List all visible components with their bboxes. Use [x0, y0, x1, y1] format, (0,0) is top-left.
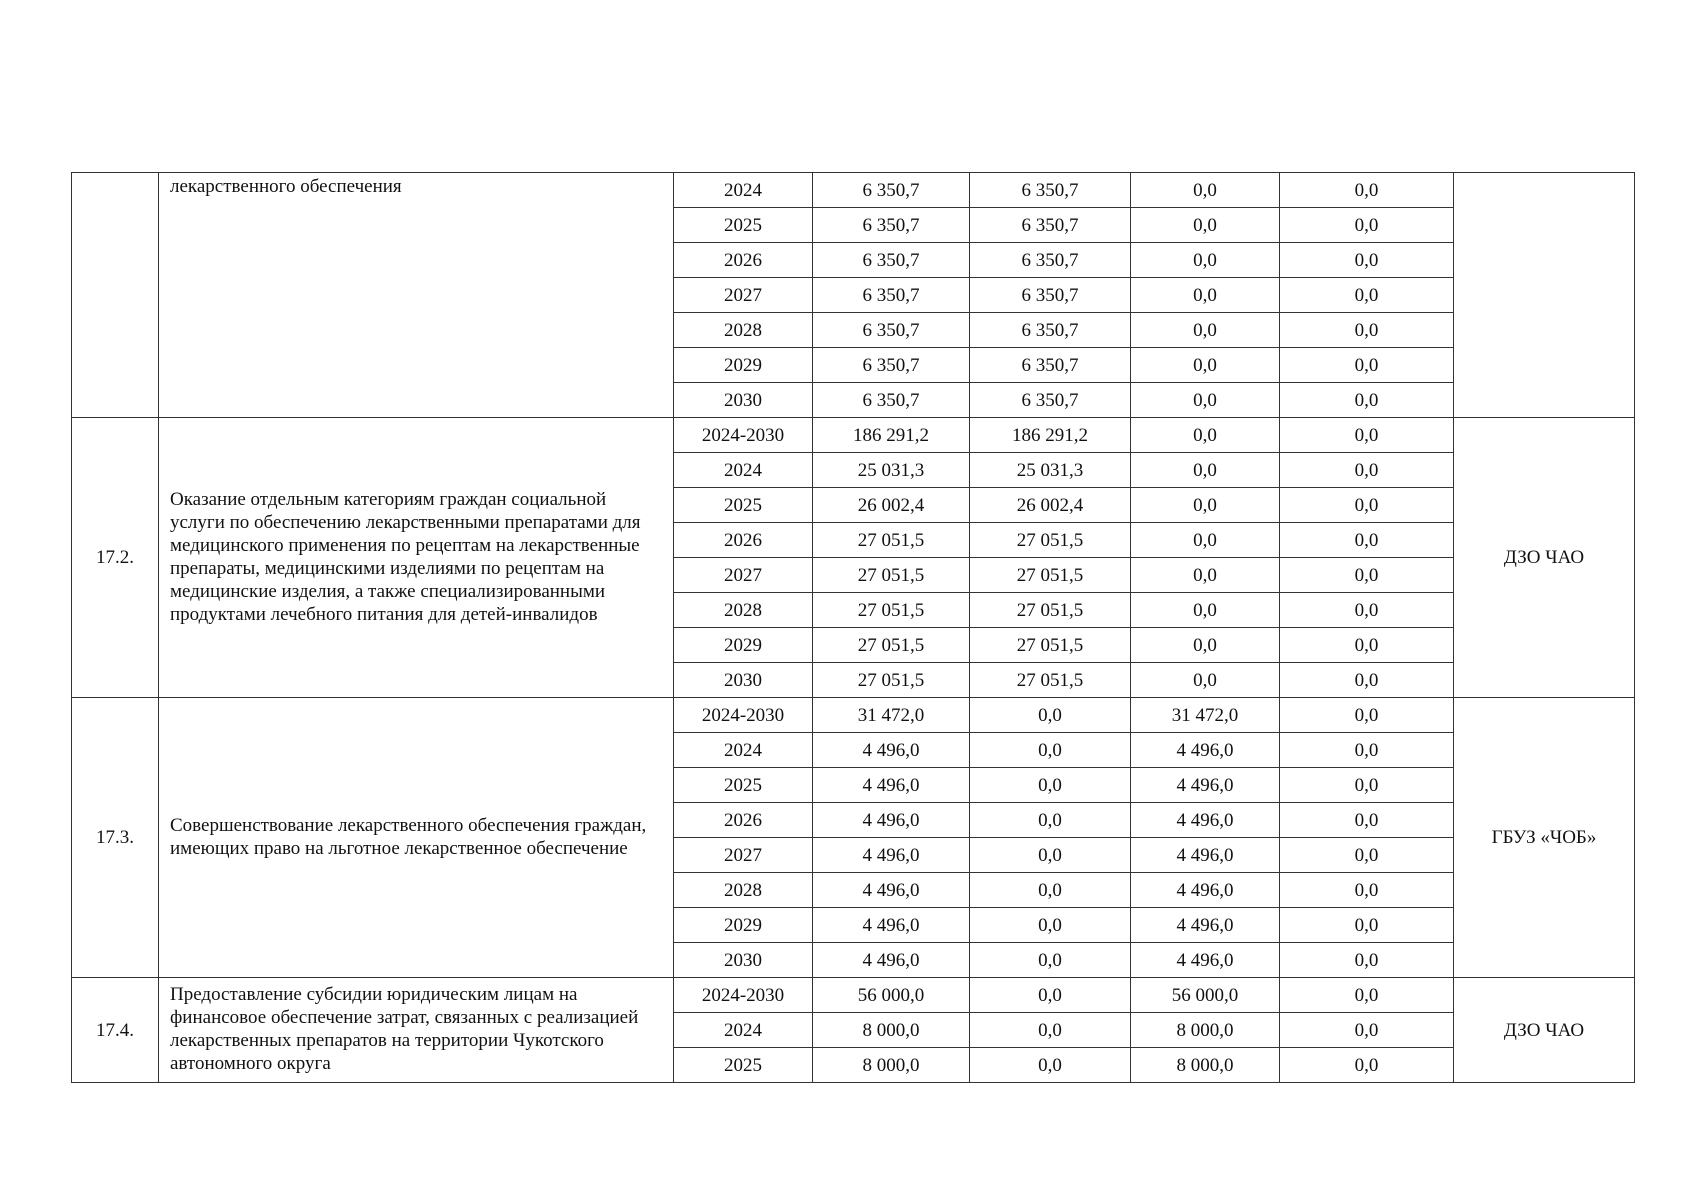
amount-cell: 0,0: [1131, 628, 1280, 663]
amount-cell: 0,0: [970, 838, 1131, 873]
amount-cell: 4 496,0: [1131, 838, 1280, 873]
amount-cell: 0,0: [1280, 173, 1454, 208]
amount-cell: 56 000,0: [813, 978, 970, 1013]
amount-cell: 6 350,7: [970, 243, 1131, 278]
item-number: [72, 173, 159, 418]
amount-cell: 0,0: [970, 698, 1131, 733]
item-description: Предоставление субсидии юридическим лицам на финансовое обеспечение затрат, связанных с реализацией лекарственных препаратов на территории Чукотского автономного округа: [159, 978, 674, 1083]
amount-cell: 6 350,7: [813, 383, 970, 418]
amount-cell: 8 000,0: [1131, 1013, 1280, 1048]
amount-cell: 6 350,7: [970, 383, 1131, 418]
item-number: 17.3.: [72, 698, 159, 978]
amount-cell: 27 051,5: [970, 558, 1131, 593]
amount-cell: 4 496,0: [1131, 768, 1280, 803]
amount-cell: 0,0: [1280, 628, 1454, 663]
amount-cell: 0,0: [1131, 348, 1280, 383]
amount-cell: 0,0: [970, 733, 1131, 768]
amount-cell: 6 350,7: [813, 348, 970, 383]
period-cell: 2028: [674, 593, 813, 628]
amount-cell: 6 350,7: [970, 173, 1131, 208]
amount-cell: 0,0: [970, 1048, 1131, 1083]
amount-cell: 8 000,0: [1131, 1048, 1280, 1083]
amount-cell: 4 496,0: [813, 803, 970, 838]
period-cell: 2030: [674, 663, 813, 698]
amount-cell: 6 350,7: [813, 278, 970, 313]
amount-cell: 0,0: [1280, 698, 1454, 733]
amount-cell: 27 051,5: [813, 593, 970, 628]
amount-cell: 6 350,7: [813, 208, 970, 243]
table-row: [72, 418, 1635, 453]
period-cell: 2025: [674, 1048, 813, 1083]
amount-cell: 25 031,3: [813, 453, 970, 488]
amount-cell: 0,0: [1280, 593, 1454, 628]
amount-cell: 0,0: [1131, 453, 1280, 488]
amount-cell: 0,0: [970, 908, 1131, 943]
amount-cell: 6 350,7: [813, 313, 970, 348]
amount-cell: 0,0: [1280, 663, 1454, 698]
amount-cell: 0,0: [1280, 978, 1454, 1013]
item-description: Совершенствование лекарственного обеспечения граждан, имеющих право на льготное лекарственное обеспечение: [159, 698, 674, 978]
amount-cell: 0,0: [970, 1013, 1131, 1048]
amount-cell: 0,0: [1131, 558, 1280, 593]
amount-cell: 0,0: [1280, 943, 1454, 978]
period-cell: 2026: [674, 523, 813, 558]
amount-cell: 0,0: [1280, 313, 1454, 348]
table-row: [72, 698, 1635, 733]
amount-cell: 27 051,5: [813, 663, 970, 698]
amount-cell: 0,0: [1131, 523, 1280, 558]
amount-cell: 0,0: [1280, 733, 1454, 768]
period-cell: 2030: [674, 383, 813, 418]
amount-cell: 4 496,0: [1131, 803, 1280, 838]
amount-cell: 0,0: [1280, 453, 1454, 488]
amount-cell: 6 350,7: [970, 348, 1131, 383]
table-row: [72, 978, 1635, 1013]
period-cell: 2024: [674, 1013, 813, 1048]
amount-cell: 27 051,5: [970, 523, 1131, 558]
amount-cell: 186 291,2: [813, 418, 970, 453]
amount-cell: 0,0: [1131, 418, 1280, 453]
amount-cell: 0,0: [1280, 418, 1454, 453]
amount-cell: 6 350,7: [813, 243, 970, 278]
amount-cell: 31 472,0: [813, 698, 970, 733]
period-cell: 2026: [674, 243, 813, 278]
amount-cell: 0,0: [970, 943, 1131, 978]
amount-cell: 4 496,0: [1131, 873, 1280, 908]
period-cell: 2024-2030: [674, 978, 813, 1013]
period-cell: 2024: [674, 733, 813, 768]
table-body: [72, 173, 1635, 1083]
period-cell: 2024-2030: [674, 418, 813, 453]
period-cell: 2029: [674, 908, 813, 943]
amount-cell: 8 000,0: [813, 1048, 970, 1083]
amount-cell: 0,0: [1131, 663, 1280, 698]
amount-cell: 6 350,7: [970, 278, 1131, 313]
financing-table: [71, 172, 1635, 1083]
amount-cell: 0,0: [1280, 558, 1454, 593]
amount-cell: 0,0: [1280, 1013, 1454, 1048]
amount-cell: 4 496,0: [813, 838, 970, 873]
amount-cell: 4 496,0: [813, 873, 970, 908]
amount-cell: 0,0: [1280, 1048, 1454, 1083]
amount-cell: 27 051,5: [970, 593, 1131, 628]
amount-cell: 4 496,0: [813, 943, 970, 978]
amount-cell: 0,0: [1131, 278, 1280, 313]
period-cell: 2025: [674, 768, 813, 803]
amount-cell: 0,0: [1280, 768, 1454, 803]
amount-cell: 0,0: [970, 803, 1131, 838]
amount-cell: 0,0: [1280, 348, 1454, 383]
amount-cell: 27 051,5: [813, 628, 970, 663]
amount-cell: 0,0: [1280, 488, 1454, 523]
period-cell: 2026: [674, 803, 813, 838]
amount-cell: 0,0: [970, 768, 1131, 803]
amount-cell: 4 496,0: [813, 908, 970, 943]
period-cell: 2028: [674, 873, 813, 908]
item-description: Оказание отдельным категориям граждан социальной услуги по обеспечению лекарственными препаратами для медицинского применения по рецептам на лекарственные препараты, медицинскими изделиями по рецептам на медицинские изделия, а также специализированными продуктами лечебного питания для детей-инвалидов: [159, 418, 674, 698]
amount-cell: 0,0: [1280, 278, 1454, 313]
amount-cell: 6 350,7: [970, 313, 1131, 348]
amount-cell: 6 350,7: [970, 208, 1131, 243]
amount-cell: 0,0: [1131, 243, 1280, 278]
amount-cell: 0,0: [1280, 243, 1454, 278]
executor-cell: ГБУЗ «ЧОБ»: [1454, 698, 1635, 978]
amount-cell: 0,0: [1280, 908, 1454, 943]
table-row: [72, 173, 1635, 208]
amount-cell: 0,0: [970, 873, 1131, 908]
amount-cell: 25 031,3: [970, 453, 1131, 488]
amount-cell: 0,0: [1131, 488, 1280, 523]
amount-cell: 0,0: [1131, 313, 1280, 348]
amount-cell: 56 000,0: [1131, 978, 1280, 1013]
amount-cell: 4 496,0: [813, 768, 970, 803]
amount-cell: 0,0: [1280, 838, 1454, 873]
period-cell: 2025: [674, 208, 813, 243]
executor-cell: ДЗО ЧАО: [1454, 418, 1635, 698]
executor-cell: [1454, 173, 1635, 418]
period-cell: 2027: [674, 558, 813, 593]
period-cell: 2025: [674, 488, 813, 523]
period-cell: 2024: [674, 453, 813, 488]
amount-cell: 0,0: [1131, 383, 1280, 418]
amount-cell: 4 496,0: [1131, 908, 1280, 943]
item-number: 17.4.: [72, 978, 159, 1083]
amount-cell: 4 496,0: [1131, 733, 1280, 768]
amount-cell: 0,0: [970, 978, 1131, 1013]
period-cell: 2029: [674, 628, 813, 663]
amount-cell: 0,0: [1280, 383, 1454, 418]
amount-cell: 27 051,5: [970, 628, 1131, 663]
period-cell: 2028: [674, 313, 813, 348]
amount-cell: 8 000,0: [813, 1013, 970, 1048]
executor-cell: ДЗО ЧАО: [1454, 978, 1635, 1083]
item-number: 17.2.: [72, 418, 159, 698]
period-cell: 2027: [674, 278, 813, 313]
amount-cell: 0,0: [1280, 208, 1454, 243]
amount-cell: 6 350,7: [813, 173, 970, 208]
period-cell: 2027: [674, 838, 813, 873]
amount-cell: 0,0: [1131, 593, 1280, 628]
period-cell: 2024-2030: [674, 698, 813, 733]
period-cell: 2029: [674, 348, 813, 383]
amount-cell: 27 051,5: [970, 663, 1131, 698]
amount-cell: 0,0: [1280, 523, 1454, 558]
period-cell: 2030: [674, 943, 813, 978]
amount-cell: 0,0: [1131, 208, 1280, 243]
amount-cell: 27 051,5: [813, 523, 970, 558]
period-cell: 2024: [674, 173, 813, 208]
item-description: лекарственного обеспечения: [159, 173, 674, 418]
amount-cell: 4 496,0: [813, 733, 970, 768]
amount-cell: 0,0: [1280, 803, 1454, 838]
amount-cell: 4 496,0: [1131, 943, 1280, 978]
amount-cell: 26 002,4: [813, 488, 970, 523]
amount-cell: 27 051,5: [813, 558, 970, 593]
amount-cell: 0,0: [1131, 173, 1280, 208]
amount-cell: 31 472,0: [1131, 698, 1280, 733]
amount-cell: 186 291,2: [970, 418, 1131, 453]
amount-cell: 0,0: [1280, 873, 1454, 908]
amount-cell: 26 002,4: [970, 488, 1131, 523]
